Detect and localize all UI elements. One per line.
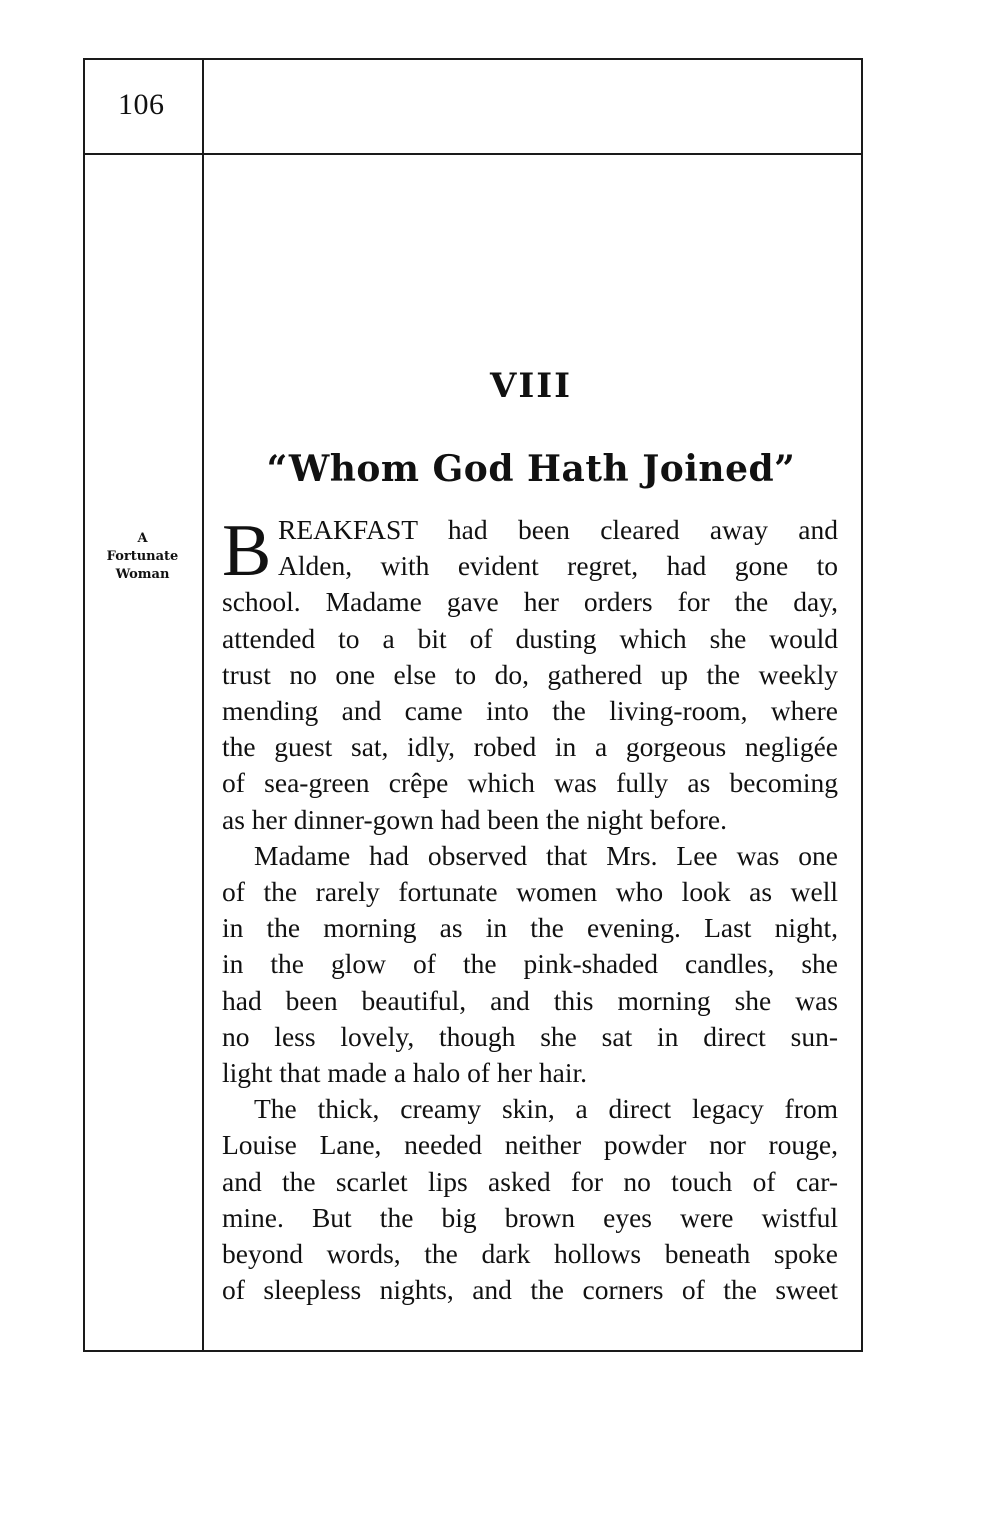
text-line: had been beautiful, and this morning she was	[222, 984, 838, 1016]
sidenote-line: A	[137, 531, 148, 546]
text-line: Louise Lane, needed neither powder nor rouge,	[222, 1129, 838, 1161]
text-line: mine. But the big brown eyes were wistful	[222, 1201, 838, 1233]
chapter-number: VIII	[489, 366, 573, 406]
text-line: the guest sat, idly, robed in a gorgeous negligée	[222, 731, 838, 763]
text-line: Alden, with evident regret, had gone to	[278, 550, 838, 582]
text-line: in the morning as in the evening. Last night,	[222, 912, 838, 944]
text-line: mending and came into the living-room, where	[222, 695, 838, 727]
page-number: 106	[118, 88, 165, 121]
text-line: no less lovely, though she sat in direct sun-	[222, 1020, 838, 1052]
header-rule	[83, 153, 861, 155]
text-line: attended to a bit of dusting which she would	[222, 622, 838, 654]
drop-cap: B	[222, 510, 272, 592]
text-line: of the rarely fortunate women who look as well	[222, 876, 838, 908]
text-line: light that made a halo of her hair.	[222, 1057, 588, 1089]
chapter-title: “Whom God Hath Joined”	[266, 448, 796, 490]
text-line: beyond words, the dark hollows beneath spoke	[222, 1238, 838, 1270]
text-line: The thick, creamy skin, a direct legacy from	[254, 1093, 838, 1125]
text-line: in the glow of the pink-shaded candles, she	[222, 948, 838, 980]
text-line: trust no one else to do, gathered up the weekly	[222, 658, 838, 690]
text-line: REAKFAST had been cleared away and	[278, 514, 838, 545]
text-line: of sleepless nights, and the corners of the sweet	[222, 1274, 838, 1306]
text-line: and the scarlet lips asked for no touch of car-	[222, 1165, 838, 1197]
margin-rule	[202, 58, 204, 1350]
text-line: of sea-green crêpe which was fully as becoming	[222, 767, 838, 799]
text-line: school. Madame gave her orders for the day,	[222, 586, 838, 618]
running-sidenote	[85, 530, 200, 584]
sidenote-line: Woman	[115, 567, 170, 582]
body-text	[222, 512, 838, 1308]
sidenote-line: Fortunate	[106, 549, 179, 564]
text-line: as her dinner-gown had been the night before.	[222, 803, 727, 835]
text-line: Madame had observed that Mrs. Lee was one	[254, 839, 838, 871]
